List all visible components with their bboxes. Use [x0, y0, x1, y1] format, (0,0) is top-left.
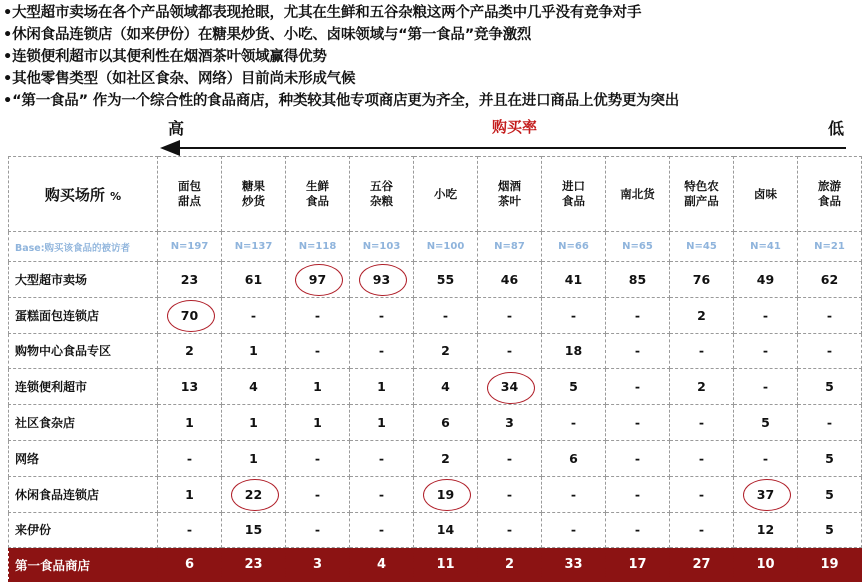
column-header-line: 特色农: [684, 179, 719, 193]
cell-value: -: [250, 307, 257, 323]
cell-value: -: [634, 415, 641, 431]
table-cell: 6: [158, 548, 222, 582]
highlighted-value: 37: [756, 486, 775, 502]
cell-value: -: [314, 450, 321, 466]
table-row: [9, 262, 862, 298]
row-label: 连锁便利超市: [9, 369, 158, 405]
cell-value: -: [378, 307, 385, 323]
table-cell: [670, 405, 734, 441]
column-header-line: 生鲜: [306, 179, 329, 193]
table-cell: [222, 333, 286, 369]
table-cell: [158, 512, 222, 548]
row-label: 购物中心食品专区: [9, 333, 158, 369]
column-header: [606, 157, 670, 232]
table-cell: 2: [478, 548, 542, 582]
table-cell: [350, 297, 414, 333]
table-cell: [478, 297, 542, 333]
cell-value: 4: [249, 379, 258, 395]
column-header-line: 茶叶: [498, 194, 521, 208]
purchase-rate-scale: [0, 116, 866, 156]
table-cell: [414, 476, 478, 512]
column-header: [286, 157, 350, 232]
table-cell: [478, 476, 542, 512]
table-cell: [350, 512, 414, 548]
cell-value: -: [762, 307, 769, 323]
column-header-line: 南北货: [620, 186, 655, 201]
table-cell: [606, 512, 670, 548]
table-cell: [478, 369, 542, 405]
table-cell: [542, 369, 606, 405]
cell-value: 1: [377, 415, 386, 431]
table-cell: [542, 440, 606, 476]
table-cell: [606, 333, 670, 369]
cell-value: -: [634, 450, 641, 466]
column-header: [734, 157, 798, 232]
table-cell: [670, 262, 734, 298]
row-label: 蛋糕面包连锁店: [9, 297, 158, 333]
cell-value: -: [570, 522, 577, 538]
table-cell: [542, 297, 606, 333]
column-header-line: 进口: [562, 179, 585, 193]
scale-low-label: 低: [828, 119, 845, 138]
table-row: [9, 333, 862, 369]
column-header-line: 旅游: [818, 179, 841, 193]
base-count: N=137: [222, 232, 286, 262]
table-cell: [798, 262, 862, 298]
cell-value: 55: [436, 271, 455, 287]
table-cell: [478, 440, 542, 476]
table-cell: [734, 512, 798, 548]
table-cell: [158, 369, 222, 405]
table-cell: [286, 440, 350, 476]
table-cell: [670, 512, 734, 548]
cell-value: -: [378, 522, 385, 538]
table-cell: [222, 369, 286, 405]
scale-axis-line: [178, 147, 846, 149]
highlighted-value: 34: [500, 379, 519, 395]
table-cell: [222, 440, 286, 476]
cell-value: 76: [692, 271, 711, 287]
table-cell: [670, 297, 734, 333]
column-header-line: 副产品: [684, 194, 719, 208]
cell-value: 5: [825, 522, 834, 538]
table-cell: [670, 440, 734, 476]
cell-value: 23: [180, 271, 199, 287]
column-header-line: 炒货: [242, 194, 265, 208]
table-cell: [286, 512, 350, 548]
table-cell: [798, 369, 862, 405]
table-row: [9, 440, 862, 476]
column-header: [414, 157, 478, 232]
table-cell: [734, 369, 798, 405]
cell-value: -: [762, 343, 769, 359]
bullet-item: •休闲食品连锁店（如来伊份）在糖果炒货、小吃、卤味领域与“第一食品”竞争激烈: [3, 27, 532, 43]
table-cell: [286, 262, 350, 298]
corner-header: [9, 157, 158, 232]
cell-value: 1: [249, 343, 258, 359]
cell-value: 1: [377, 379, 386, 395]
cell-value: 1: [185, 415, 194, 431]
column-header: [350, 157, 414, 232]
table-cell: [222, 405, 286, 441]
cell-value: 18: [564, 343, 583, 359]
corner-title: 购买场所: [44, 185, 105, 204]
table-cell: [670, 333, 734, 369]
cell-value: -: [314, 486, 321, 502]
cell-value: -: [314, 343, 321, 359]
cell-value: -: [698, 486, 705, 502]
cell-value: 4: [441, 379, 450, 395]
base-count: N=21: [798, 232, 862, 262]
cell-value: -: [378, 450, 385, 466]
table-cell: [414, 262, 478, 298]
table-cell: [798, 333, 862, 369]
cell-value: -: [634, 343, 641, 359]
cell-value: -: [698, 415, 705, 431]
table-cell: [414, 333, 478, 369]
table-row: [9, 512, 862, 548]
table-cell: [606, 476, 670, 512]
corner-unit: %: [110, 189, 122, 203]
table-cell: [798, 512, 862, 548]
table-cell: [734, 297, 798, 333]
highlighted-value: 93: [372, 271, 391, 287]
cell-value: -: [826, 343, 833, 359]
table-cell: [158, 333, 222, 369]
highlighted-value: 70: [180, 307, 199, 323]
cell-value: 85: [628, 271, 647, 287]
cell-value: 5: [825, 379, 834, 395]
table-cell: [414, 297, 478, 333]
cell-value: -: [506, 486, 513, 502]
table-cell: [286, 476, 350, 512]
table-cell: [542, 262, 606, 298]
base-count: N=66: [542, 232, 606, 262]
cell-value: -: [378, 343, 385, 359]
cell-value: 2: [185, 343, 194, 359]
cell-value: 1: [249, 450, 258, 466]
purchase-location-table: [8, 156, 862, 582]
bullet-item: •其他零售类型（如社区食杂、网络）目前尚未形成气候: [3, 71, 356, 87]
cell-value: 46: [500, 271, 519, 287]
cell-value: -: [698, 522, 705, 538]
table-cell: [734, 333, 798, 369]
table-cell: [286, 405, 350, 441]
table-cell: 33: [542, 548, 606, 582]
row-label: 社区食杂店: [9, 405, 158, 441]
table-cell: [798, 297, 862, 333]
table-cell: [606, 297, 670, 333]
base-count: N=45: [670, 232, 734, 262]
cell-value: 13: [180, 379, 199, 395]
base-count: N=87: [478, 232, 542, 262]
cell-value: -: [378, 486, 385, 502]
column-header-line: 杂粮: [370, 194, 393, 208]
column-header: [158, 157, 222, 232]
cell-value: -: [506, 307, 513, 323]
table-cell: [798, 405, 862, 441]
table-cell: [798, 440, 862, 476]
table-cell: 17: [606, 548, 670, 582]
cell-value: 61: [244, 271, 263, 287]
table-cell: [350, 333, 414, 369]
table-cell: [158, 262, 222, 298]
table-cell: [350, 262, 414, 298]
column-header-line: 烟酒: [498, 179, 521, 193]
table-header-row: [9, 157, 862, 232]
base-row: [9, 232, 862, 262]
table-cell: [286, 333, 350, 369]
cell-value: -: [698, 450, 705, 466]
cell-value: 5: [825, 486, 834, 502]
table-cell: [222, 512, 286, 548]
highlighted-value: 97: [308, 271, 327, 287]
cell-value: -: [634, 379, 641, 395]
cell-value: -: [634, 307, 641, 323]
cell-value: 49: [756, 271, 775, 287]
total-row: [9, 548, 862, 582]
table-cell: [734, 440, 798, 476]
table-cell: [734, 405, 798, 441]
cell-value: 12: [756, 522, 775, 538]
column-header-line: 食品: [306, 194, 329, 208]
cell-value: 2: [441, 343, 450, 359]
table-cell: 19: [798, 548, 862, 582]
arrow-left-icon: [160, 140, 180, 156]
cell-value: 5: [825, 450, 834, 466]
table-cell: [158, 297, 222, 333]
table-cell: [222, 262, 286, 298]
column-header-line: 糖果: [242, 179, 265, 193]
table-cell: 11: [414, 548, 478, 582]
table-cell: [222, 297, 286, 333]
cell-value: -: [570, 307, 577, 323]
cell-value: 6: [569, 450, 578, 466]
column-header-line: 甜点: [178, 194, 201, 208]
table-cell: [734, 262, 798, 298]
base-count: N=65: [606, 232, 670, 262]
cell-value: 15: [244, 522, 263, 538]
cell-value: -: [762, 450, 769, 466]
table-row: [9, 476, 862, 512]
cell-value: 1: [313, 379, 322, 395]
table-row: [9, 297, 862, 333]
cell-value: 5: [761, 415, 770, 431]
row-label: 来伊份: [9, 512, 158, 548]
cell-value: -: [698, 343, 705, 359]
cell-value: 41: [564, 271, 583, 287]
cell-value: 5: [569, 379, 578, 395]
base-count: N=41: [734, 232, 798, 262]
highlighted-value: 22: [244, 486, 263, 502]
base-count: N=118: [286, 232, 350, 262]
table-cell: [542, 405, 606, 441]
bullet-item: •“第一食品” 作为一个综合性的食品商店，种类较其他专项商店更为齐全，并且在进口商品上优势更为突出: [3, 93, 680, 109]
table-cell: 4: [350, 548, 414, 582]
column-header: [798, 157, 862, 232]
base-count: N=197: [158, 232, 222, 262]
scale-title: 购买率: [492, 118, 538, 136]
table-cell: [542, 476, 606, 512]
table-cell: [158, 405, 222, 441]
table-cell: [414, 369, 478, 405]
cell-value: -: [634, 486, 641, 502]
row-label: 休闲食品连锁店: [9, 476, 158, 512]
cell-value: 62: [820, 271, 839, 287]
column-header-line: 五谷: [370, 179, 393, 193]
cell-value: 3: [505, 415, 514, 431]
table-cell: 27: [670, 548, 734, 582]
table-cell: [478, 512, 542, 548]
table-cell: [478, 405, 542, 441]
row-label: 网络: [9, 440, 158, 476]
cell-value: 2: [697, 379, 706, 395]
column-header: [478, 157, 542, 232]
cell-value: 2: [441, 450, 450, 466]
column-header: [670, 157, 734, 232]
table-cell: [478, 333, 542, 369]
scale-high-label: 高: [168, 119, 185, 138]
table-cell: [606, 262, 670, 298]
cell-value: -: [762, 379, 769, 395]
table-cell: [158, 476, 222, 512]
table-cell: [670, 369, 734, 405]
bullet-list: [3, 2, 863, 112]
table-cell: [606, 405, 670, 441]
cell-value: -: [186, 522, 193, 538]
cell-value: -: [442, 307, 449, 323]
column-header: [222, 157, 286, 232]
table-cell: [350, 440, 414, 476]
row-label: 大型超市卖场: [9, 262, 158, 298]
table-cell: [606, 440, 670, 476]
base-count: N=103: [350, 232, 414, 262]
column-header: [542, 157, 606, 232]
base-count: N=100: [414, 232, 478, 262]
row-label: 第一食品商店: [9, 548, 158, 582]
table-cell: [222, 476, 286, 512]
bullet-item: •大型超市卖场在各个产品领域都表现抢眼，尤其在生鲜和五谷杂粮这两个产品类中几乎没有竞争对手: [3, 5, 642, 21]
cell-value: -: [314, 307, 321, 323]
table-cell: [286, 297, 350, 333]
column-header-line: 食品: [818, 194, 841, 208]
cell-value: 1: [313, 415, 322, 431]
table-cell: 3: [286, 548, 350, 582]
cell-value: 2: [697, 307, 706, 323]
table-cell: [542, 333, 606, 369]
cell-value: -: [506, 522, 513, 538]
cell-value: -: [314, 522, 321, 538]
cell-value: -: [186, 450, 193, 466]
table-cell: [158, 440, 222, 476]
cell-value: -: [570, 415, 577, 431]
cell-value: -: [826, 415, 833, 431]
column-header-line: 面包: [178, 179, 201, 193]
table-row: [9, 405, 862, 441]
table-cell: [350, 405, 414, 441]
base-label: Base:购买该食品的被访者: [9, 232, 158, 262]
highlighted-value: 19: [436, 486, 455, 502]
table-cell: [350, 476, 414, 512]
table-cell: [414, 512, 478, 548]
table-cell: [606, 369, 670, 405]
column-header-line: 小吃: [434, 186, 457, 201]
cell-value: -: [506, 343, 513, 359]
table-row: [9, 369, 862, 405]
table-cell: [542, 512, 606, 548]
bullet-item: •连锁便利超市以其便利性在烟酒茶叶领域赢得优势: [3, 49, 327, 65]
table-cell: [734, 476, 798, 512]
column-header-line: 卤味: [754, 186, 777, 201]
cell-value: -: [826, 307, 833, 323]
cell-value: 1: [185, 486, 194, 502]
column-header-line: 食品: [562, 194, 585, 208]
cell-value: 14: [436, 522, 455, 538]
cell-value: 1: [249, 415, 258, 431]
table-cell: [798, 476, 862, 512]
cell-value: -: [570, 486, 577, 502]
table-cell: [478, 262, 542, 298]
table-cell: [286, 369, 350, 405]
cell-value: 6: [441, 415, 450, 431]
table-cell: [414, 440, 478, 476]
table-cell: [414, 405, 478, 441]
cell-value: -: [506, 450, 513, 466]
table-cell: 23: [222, 548, 286, 582]
table-cell: [670, 476, 734, 512]
table-cell: 10: [734, 548, 798, 582]
table-cell: [350, 369, 414, 405]
cell-value: -: [634, 522, 641, 538]
